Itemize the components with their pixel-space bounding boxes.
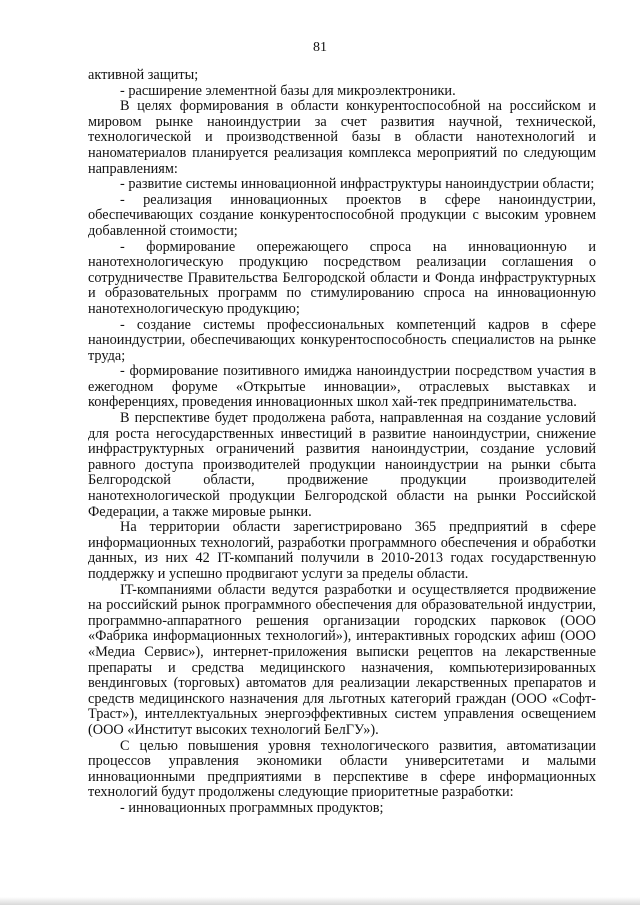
- paragraph: На территории области зарегистрировано 365 предприятий в сфере информационных технологий, разработки программного обеспечения и обработки данных, из них 42 IT-компаний получили в 2010-2013 годах государственную поддержку и успешно продвигают услуги за пределы области.: [88, 519, 596, 582]
- paragraph: В целях формирования в области конкурентоспособной на российском и мировом рынке наноиндустрии за счет развития научной, технической, технологической и производственной базы в области нанотехнологий и наноматериалов планируется реализация комплекса мероприятий по следующим направлениям:: [88, 98, 596, 177]
- list-item: - создание системы профессиональных компетенций кадров в сфере наноиндустрии, обеспечивающих конкурентоспособность специалистов на рынке труда;: [88, 316, 596, 364]
- list-item: - формирование позитивного имиджа наноиндустрии посредством участия в ежегодном форуме «Открытые инновации», отраслевых выставках и конференциях, проведения инновационных школ хай-тек предпринимательства.: [88, 363, 596, 411]
- list-item: - развитие системы инновационной инфраструктуры наноиндустрии области;: [120, 176, 595, 193]
- list-item: - формирование опережающего спроса на инновационную и нанотехнологическую продукцию посредством реализации соглашения о сотрудничестве Правительства Белгородской области и Фонда инфраструктурных и образовательных программ по стимулированию спроса на инновационную нанотехнологическую продукцию;: [88, 238, 596, 317]
- list-item: - инновационных программных продуктов;: [120, 799, 384, 816]
- list-item: - реализация инновационных проектов в сфере наноиндустрии, обеспечивающих создание конкурентоспособной продукции с высоким уровнем добавленной стоимости;: [88, 191, 596, 239]
- paragraph: С целью повышения уровня технологического развития, автоматизации процессов управления экономики области университетами и малыми инновационными предприятиями в перспективе в сфере информационных технологий будут продолжены следующие приоритетные разработки:: [88, 737, 596, 801]
- list-item: - расширение элементной базы для микроэлектроники.: [120, 82, 456, 99]
- page-number: 81: [313, 40, 327, 55]
- body-text: [88, 68, 596, 817]
- paragraph: активной защиты;: [88, 67, 199, 83]
- page-bottom-edge: [0, 897, 640, 905]
- paragraph: IT-компаниями области ведутся разработки и осуществляется продвижение на российский рынок программного обеспечения для образовательной индустрии, программно-аппаратного решения организации городских парковок (ООО «Фабрика информационных технологий»), интерактивных городских афиш (ООО «Медиа Сервис»), интернет-приложения выписки рецептов на лекарственные препараты и средства медицинского назначения, компьютеризированных вендинговых (торговых) автоматов для реализации лекарственных препаратов и средств медицинского назначения для льготных категорий граждан (ООО «Софт-Траст»), интеллектуальных энергоэффективных систем управления освещением (ООО «Институт высоких технологий БелГУ»).: [88, 581, 596, 738]
- paragraph: В перспективе будет продолжена работа, направленная на создание условий для роста негосударственных инвестиций в развитие наноиндустрии, снижение инфраструктурных ограничений развития наноиндустрии, создание условий равного доступа производителей продукции наноиндустрии на рынки сбыта Белгородской области, продвижение продукции производителей нанотехнологической продукции Белгородской области на рынки Российской Федерации, а также мировые рынки.: [88, 410, 596, 520]
